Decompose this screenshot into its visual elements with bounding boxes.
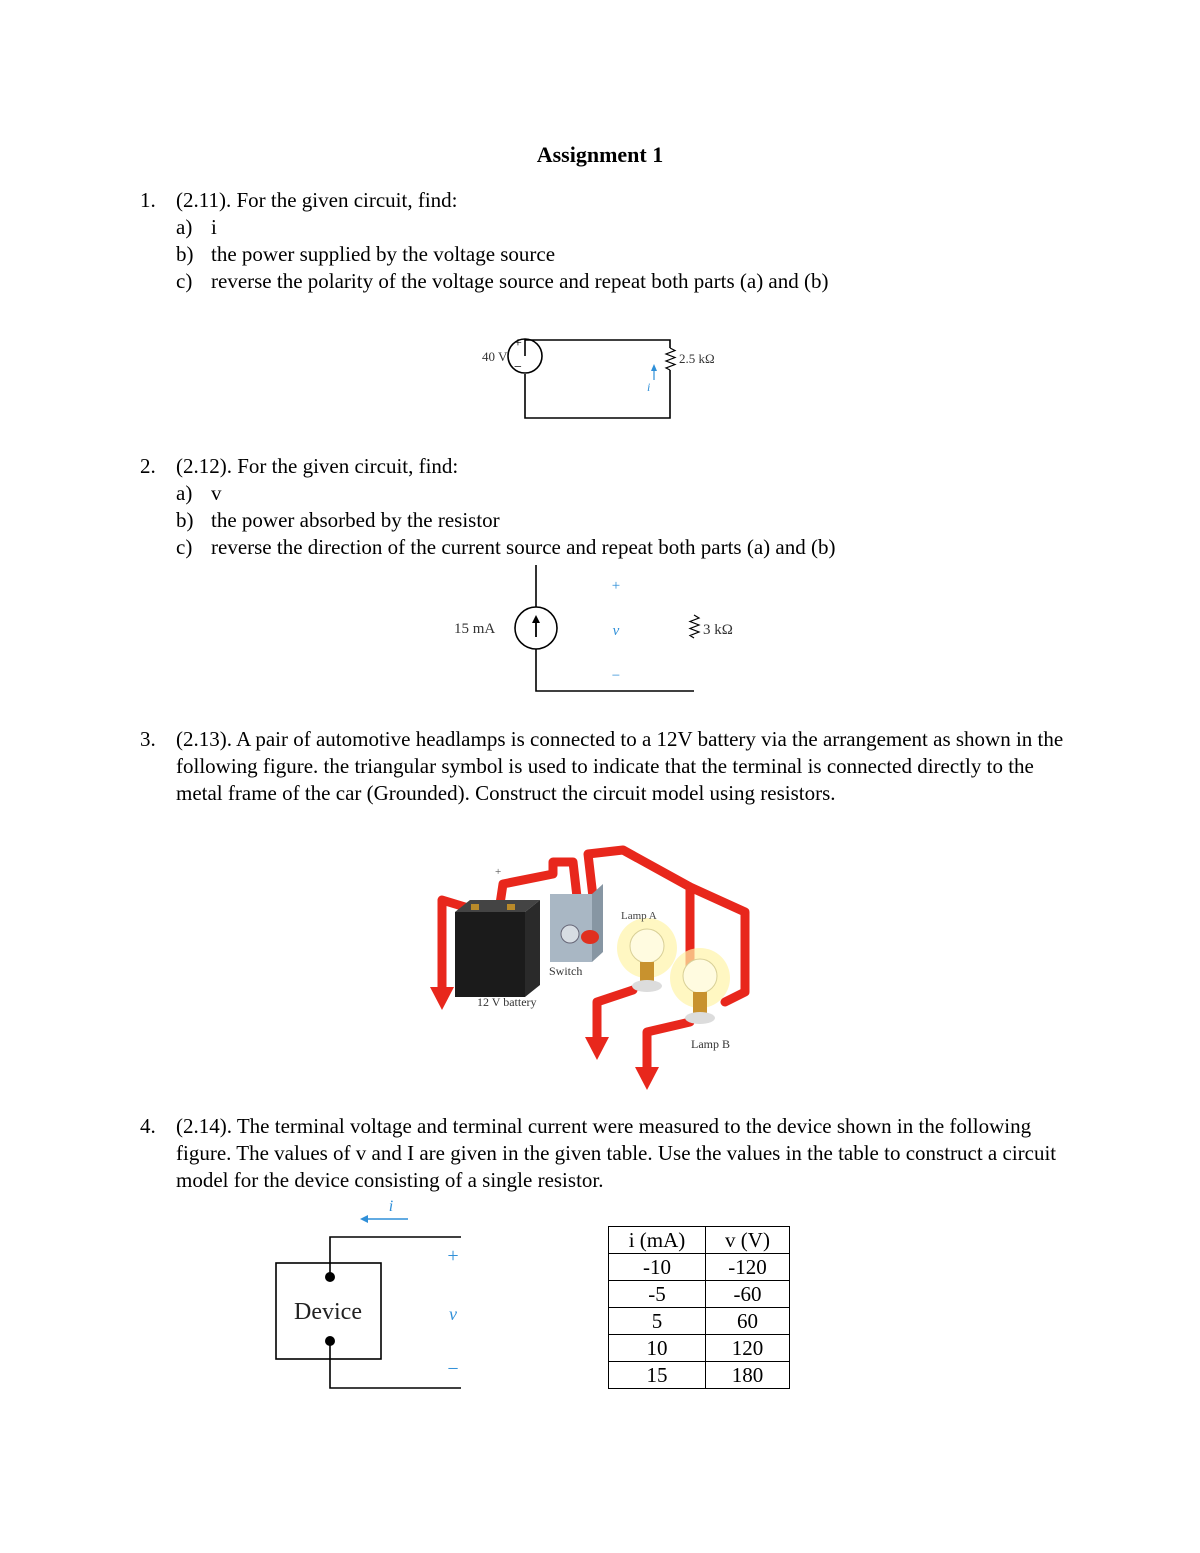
question-1 xyxy=(140,187,1080,295)
question-text: (2.14). The terminal voltage and terminal current were measured to the device shown in the following figure. The values of v and I are given in the given table. Use the values in the table to construct a circuit model for the device consisting of a single resistor. xyxy=(176,1114,1057,1192)
question-text: (2.11). For the given circuit, find: xyxy=(176,188,458,212)
table-cell: -60 xyxy=(706,1281,790,1308)
table-cell: -5 xyxy=(609,1281,706,1308)
table-cell: 5 xyxy=(609,1308,706,1335)
question-number: 4. xyxy=(140,1114,156,1138)
question-text: (2.13). A pair of automotive headlamps is connected to a 12V battery via the arrangement as shown in the following figure. the triangular symbol is used to indicate that the terminal is connected directly to the metal frame of the car (Grounded). Construct the circuit model using resistors. xyxy=(176,727,1064,805)
plus-sign: + xyxy=(447,1245,459,1267)
device-label: Device xyxy=(294,1299,362,1325)
table-cell: 15 xyxy=(609,1362,706,1389)
table-row xyxy=(609,1362,790,1389)
question-2 xyxy=(140,453,1080,561)
switch-icon xyxy=(550,884,603,962)
minus-sign: − xyxy=(447,1358,459,1380)
switch-label: Switch xyxy=(549,964,583,978)
plus-sign: + xyxy=(611,578,621,594)
table-row xyxy=(609,1281,790,1308)
list-item: c) reverse the polarity of the voltage source and repeat both parts (a) and (b) xyxy=(176,269,829,293)
current-label: i xyxy=(647,380,651,394)
table-cell: -120 xyxy=(706,1254,790,1281)
resistor-label: 3 kΩ xyxy=(703,622,733,638)
lamp-a-ground-wire xyxy=(597,990,633,1037)
terminal-dot xyxy=(325,1336,335,1346)
voltage-label: v xyxy=(612,623,620,639)
circuit-figure-2 xyxy=(440,563,733,698)
table-cell: 60 xyxy=(706,1308,790,1335)
minus-sign: − xyxy=(611,668,621,684)
ground-symbol-icon xyxy=(585,1037,609,1060)
table-row xyxy=(609,1308,790,1335)
plus-sign: + xyxy=(495,866,502,878)
question-3 xyxy=(140,726,1080,807)
current-arrow-icon xyxy=(532,615,540,623)
lamp-b-label: Lamp B xyxy=(691,1037,730,1051)
terminal-dot xyxy=(325,1272,335,1282)
table-cell: 180 xyxy=(706,1362,790,1389)
table-row xyxy=(609,1254,790,1281)
question-text: (2.12). For the given circuit, find: xyxy=(176,454,459,478)
resistor-label: 2.5 kΩ xyxy=(679,351,715,366)
page-title: Assignment 1 xyxy=(536,142,664,167)
list-item: c) reverse the direction of the current source and repeat both parts (a) and (b) xyxy=(176,535,836,559)
battery-icon xyxy=(455,900,540,997)
measurement-table xyxy=(608,1226,790,1389)
column-header: i (mA) xyxy=(609,1227,706,1254)
table-cell: 120 xyxy=(706,1335,790,1362)
list-item: b) the power absorbed by the resistor xyxy=(176,508,500,532)
ground-symbol-icon xyxy=(430,987,454,1010)
lamp-b-icon xyxy=(670,948,730,1024)
ground-symbol-icon xyxy=(635,1067,659,1090)
current-arrow-icon xyxy=(360,1215,368,1223)
lamp-a-label: Lamp A xyxy=(621,910,657,922)
list-item: a) v xyxy=(176,481,222,505)
headlamp-wiring-figure xyxy=(425,842,765,1097)
battery-label: 12 V battery xyxy=(477,995,537,1009)
minus-sign: − xyxy=(514,360,522,375)
current-label: i xyxy=(388,1198,394,1215)
table-header-row xyxy=(609,1227,790,1254)
question-number: 2. xyxy=(140,454,156,478)
device-figure xyxy=(270,1195,470,1395)
table-row xyxy=(609,1335,790,1362)
list-item: a) i xyxy=(176,215,217,239)
column-header: v (V) xyxy=(706,1227,790,1254)
circuit-figure-1 xyxy=(440,322,760,422)
source-label: 15 mA xyxy=(454,621,496,637)
list-item: b) the power supplied by the voltage source xyxy=(176,242,556,266)
lamp-b-ground-wire xyxy=(647,1022,690,1067)
table-cell: 10 xyxy=(609,1335,706,1362)
question-number: 1. xyxy=(140,188,156,212)
plus-sign: + xyxy=(514,336,522,351)
voltage-label: v xyxy=(449,1304,457,1324)
lamp-a-icon xyxy=(617,918,677,992)
question-4 xyxy=(140,1113,1080,1194)
question-number: 3. xyxy=(140,727,156,751)
table-cell: -10 xyxy=(609,1254,706,1281)
source-label: 40 V xyxy=(482,349,508,364)
